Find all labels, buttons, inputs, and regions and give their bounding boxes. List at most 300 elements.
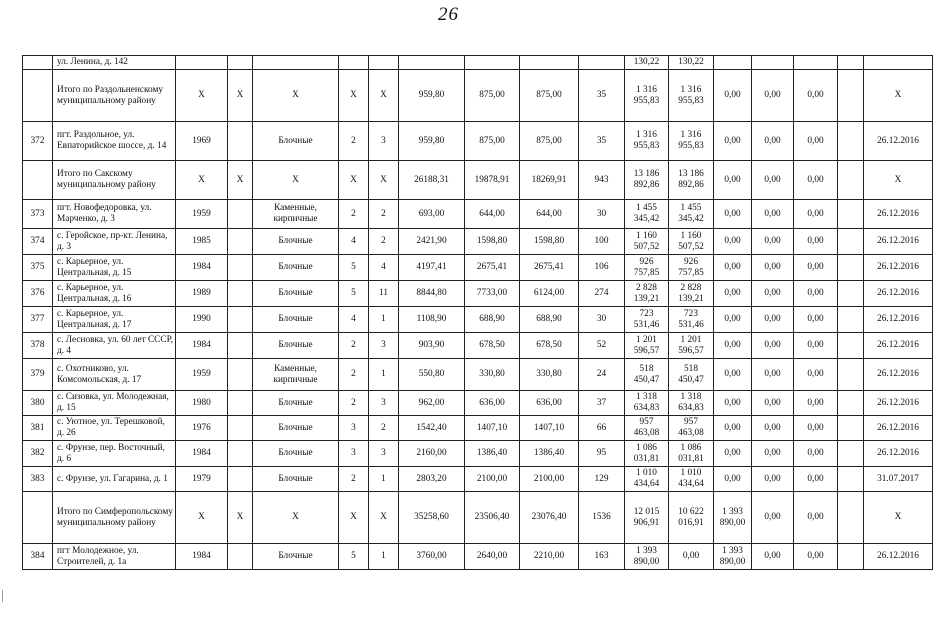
cell-entrances: 1: [369, 544, 399, 570]
cell-area-premises: 636,00: [465, 391, 520, 416]
cell-year: 1984: [176, 441, 228, 467]
cell-entrances: Х: [369, 70, 399, 122]
cell-cost-total: 1 318 634,83: [625, 391, 669, 416]
cell-date: 26.12.2016: [864, 255, 933, 281]
cell-extra: [228, 200, 253, 229]
cell-funds-4: [838, 307, 864, 333]
cell-total-area: 2803,20: [399, 467, 465, 492]
cell-date: 26.12.2016: [864, 441, 933, 467]
cell-floors: Х: [339, 492, 369, 544]
cell-funds-2: 0,00: [752, 122, 794, 161]
cell-floors: [339, 56, 369, 70]
cell-cost-total: 957 463,08: [625, 416, 669, 441]
cell-area-residential: [520, 56, 579, 70]
cell-entrances: 2: [369, 200, 399, 229]
cell-area-premises: 19878,91: [465, 161, 520, 200]
cell-funds-4: [838, 56, 864, 70]
cell-funds-4: [838, 281, 864, 307]
cell-funds-1: 0,00: [714, 229, 752, 255]
cell-area-residential: 1386,40: [520, 441, 579, 467]
cell-residents: 129: [579, 467, 625, 492]
cell-floors: Х: [339, 70, 369, 122]
cell-cost-fund: 957 463,08: [669, 416, 714, 441]
cell-cost-total: 1 010 434,64: [625, 467, 669, 492]
cell-year: Х: [176, 492, 228, 544]
cell-address: пгт. Раздольное, ул. Евпаторийское шоссе, д. 14: [53, 122, 176, 161]
cell-funds-1: 0,00: [714, 122, 752, 161]
cell-funds-1: 0,00: [714, 255, 752, 281]
cell-residents: 100: [579, 229, 625, 255]
cell-residents: [579, 56, 625, 70]
cell-area-residential: 875,00: [520, 122, 579, 161]
cell-address: Итого по Сакскому муниципальному району: [53, 161, 176, 200]
cell-number: 376: [23, 281, 53, 307]
cell-year: Х: [176, 161, 228, 200]
cell-area-premises: 875,00: [465, 122, 520, 161]
cell-residents: 35: [579, 122, 625, 161]
cell-year: 1990: [176, 307, 228, 333]
cell-cost-fund: 1 086 031,81: [669, 441, 714, 467]
cell-wall-type: Блочные: [253, 544, 339, 570]
table-row: [23, 255, 933, 281]
cell-funds-2: 0,00: [752, 544, 794, 570]
cell-area-residential: 644,00: [520, 200, 579, 229]
cell-floors: 3: [339, 441, 369, 467]
cell-funds-3: 0,00: [794, 416, 838, 441]
cell-funds-4: [838, 391, 864, 416]
repair-register-table: [22, 55, 933, 570]
cell-date: 31.07.2017: [864, 467, 933, 492]
cell-area-residential: 2675,41: [520, 255, 579, 281]
cell-date: 26.12.2016: [864, 281, 933, 307]
cell-wall-type: Х: [253, 492, 339, 544]
cell-funds-3: 0,00: [794, 467, 838, 492]
table-row-subtotal: [23, 492, 933, 544]
cell-cost-fund: 926 757,85: [669, 255, 714, 281]
cell-extra: Х: [228, 70, 253, 122]
cell-extra: [228, 281, 253, 307]
cell-floors: 5: [339, 544, 369, 570]
table-row-subtotal: [23, 56, 933, 70]
cell-funds-1: 0,00: [714, 359, 752, 391]
cell-funds-1: 1 393 890,00: [714, 544, 752, 570]
cell-cost-fund: 1 010 434,64: [669, 467, 714, 492]
cell-year: 1976: [176, 416, 228, 441]
cell-extra: [228, 416, 253, 441]
cell-cost-fund: 1 455 345,42: [669, 200, 714, 229]
cell-funds-2: 0,00: [752, 416, 794, 441]
cell-floors: 2: [339, 391, 369, 416]
cell-extra: [228, 255, 253, 281]
cell-floors: 2: [339, 122, 369, 161]
table-row: [23, 441, 933, 467]
cell-total-area: 3760,00: [399, 544, 465, 570]
table-row: [23, 200, 933, 229]
cell-wall-type: [253, 56, 339, 70]
cell-number: 381: [23, 416, 53, 441]
cell-funds-4: [838, 229, 864, 255]
cell-residents: 95: [579, 441, 625, 467]
cell-extra: [228, 229, 253, 255]
cell-area-residential: 2210,00: [520, 544, 579, 570]
cell-total-area: 550,80: [399, 359, 465, 391]
cell-total-area: 2421,90: [399, 229, 465, 255]
table-row: [23, 544, 933, 570]
cell-cost-fund: 1 318 634,83: [669, 391, 714, 416]
cell-date: Х: [864, 492, 933, 544]
cell-total-area: [399, 56, 465, 70]
cell-funds-2: 0,00: [752, 281, 794, 307]
cell-wall-type: Блочные: [253, 229, 339, 255]
table-row: [23, 307, 933, 333]
cell-area-premises: 2675,41: [465, 255, 520, 281]
cell-entrances: 1: [369, 307, 399, 333]
cell-date: 26.12.2016: [864, 544, 933, 570]
cell-total-area: 903,90: [399, 333, 465, 359]
cell-number: 375: [23, 255, 53, 281]
cell-extra: [228, 359, 253, 391]
cell-cost-total: 1 316 955,83: [625, 122, 669, 161]
cell-funds-1: 1 393 890,00: [714, 492, 752, 544]
cell-wall-type: Каменные, кирпичные: [253, 200, 339, 229]
cell-area-premises: [465, 56, 520, 70]
cell-year: 1959: [176, 359, 228, 391]
cell-residents: 943: [579, 161, 625, 200]
cell-funds-3: 0,00: [794, 161, 838, 200]
cell-funds-2: 0,00: [752, 200, 794, 229]
cell-wall-type: Х: [253, 70, 339, 122]
cell-address: Итого по Раздольненскому муниципальному району: [53, 70, 176, 122]
cell-date: 26.12.2016: [864, 359, 933, 391]
cell-funds-3: 0,00: [794, 307, 838, 333]
table-row: [23, 391, 933, 416]
cell-floors: 4: [339, 307, 369, 333]
cell-number: 380: [23, 391, 53, 416]
cell-funds-1: [714, 56, 752, 70]
cell-floors: 3: [339, 416, 369, 441]
cell-address: с. Сизовка, ул. Молодежная, д. 15: [53, 391, 176, 416]
cell-total-area: 35258,60: [399, 492, 465, 544]
cell-year: 1989: [176, 281, 228, 307]
cell-extra: [228, 391, 253, 416]
cell-total-area: 959,80: [399, 122, 465, 161]
cell-residents: 106: [579, 255, 625, 281]
cell-funds-1: 0,00: [714, 441, 752, 467]
cell-entrances: Х: [369, 492, 399, 544]
cell-number: 379: [23, 359, 53, 391]
cell-cost-total: 13 186 892,86: [625, 161, 669, 200]
cell-area-residential: 875,00: [520, 70, 579, 122]
cell-funds-4: [838, 333, 864, 359]
cell-total-area: 962,00: [399, 391, 465, 416]
cell-total-area: 26188,31: [399, 161, 465, 200]
cell-area-premises: 2640,00: [465, 544, 520, 570]
cell-date: 26.12.2016: [864, 229, 933, 255]
cell-funds-4: [838, 467, 864, 492]
cell-residents: 30: [579, 200, 625, 229]
cell-cost-total: 926 757,85: [625, 255, 669, 281]
cell-wall-type: Блочные: [253, 255, 339, 281]
cell-wall-type: Блочные: [253, 467, 339, 492]
cell-address: с. Карьерное, ул. Центральная, д. 16: [53, 281, 176, 307]
cell-total-area: 4197,41: [399, 255, 465, 281]
cell-cost-total: 1 455 345,42: [625, 200, 669, 229]
cell-date: 26.12.2016: [864, 416, 933, 441]
cell-area-premises: 7733,00: [465, 281, 520, 307]
cell-funds-2: 0,00: [752, 391, 794, 416]
cell-wall-type: Каменные, кирпичные: [253, 359, 339, 391]
cell-total-area: 1542,40: [399, 416, 465, 441]
cell-cost-total: 1 160 507,52: [625, 229, 669, 255]
cell-area-premises: 644,00: [465, 200, 520, 229]
cell-cost-fund: 0,00: [669, 544, 714, 570]
cell-address: пгт. Новофедоровка, ул. Марченко, д. 3: [53, 200, 176, 229]
cell-address: ул. Ленина, д. 142: [53, 56, 176, 70]
cell-area-residential: 23076,40: [520, 492, 579, 544]
cell-residents: 37: [579, 391, 625, 416]
cell-date: 26.12.2016: [864, 122, 933, 161]
cell-number: 383: [23, 467, 53, 492]
cell-floors: Х: [339, 161, 369, 200]
cell-funds-2: 0,00: [752, 307, 794, 333]
cell-cost-fund: 130,22: [669, 56, 714, 70]
cell-cost-fund: 13 186 892,86: [669, 161, 714, 200]
cell-extra: [228, 333, 253, 359]
cell-funds-3: 0,00: [794, 281, 838, 307]
cell-wall-type: Блочные: [253, 333, 339, 359]
cell-funds-1: 0,00: [714, 161, 752, 200]
cell-entrances: 4: [369, 255, 399, 281]
cell-number: [23, 70, 53, 122]
cell-residents: 1536: [579, 492, 625, 544]
table-row-subtotal: [23, 161, 933, 200]
cell-wall-type: Блочные: [253, 307, 339, 333]
cell-funds-3: 0,00: [794, 391, 838, 416]
cell-funds-3: 0,00: [794, 70, 838, 122]
cell-extra: [228, 56, 253, 70]
cell-year: 1985: [176, 229, 228, 255]
cell-cost-fund: 1 316 955,83: [669, 122, 714, 161]
cell-funds-4: [838, 441, 864, 467]
table-row: [23, 333, 933, 359]
cell-funds-2: 0,00: [752, 359, 794, 391]
cell-number: 372: [23, 122, 53, 161]
cell-cost-total: 1 316 955,83: [625, 70, 669, 122]
cell-area-premises: 678,50: [465, 333, 520, 359]
cell-funds-2: 0,00: [752, 467, 794, 492]
cell-year: 1969: [176, 122, 228, 161]
cell-area-residential: 1407,10: [520, 416, 579, 441]
cell-residents: 274: [579, 281, 625, 307]
cell-number: 377: [23, 307, 53, 333]
cell-address: с. Геройское, пр-кт. Ленина, д. 3: [53, 229, 176, 255]
cell-residents: 30: [579, 307, 625, 333]
cell-total-area: 959,80: [399, 70, 465, 122]
cell-area-premises: 688,90: [465, 307, 520, 333]
cell-wall-type: Блочные: [253, 416, 339, 441]
cell-cost-total: 12 015 906,91: [625, 492, 669, 544]
cell-cost-fund: 1 201 596,57: [669, 333, 714, 359]
cell-address: с. Уютное, ул. Терешковой, д. 26: [53, 416, 176, 441]
cell-funds-3: 0,00: [794, 229, 838, 255]
cell-funds-4: [838, 416, 864, 441]
cell-area-premises: 330,80: [465, 359, 520, 391]
cell-wall-type: Блочные: [253, 281, 339, 307]
cell-funds-3: 0,00: [794, 544, 838, 570]
cell-number: 374: [23, 229, 53, 255]
cell-funds-1: 0,00: [714, 333, 752, 359]
cell-address: Итого по Симферопольскому муниципальному району: [53, 492, 176, 544]
cell-year: [176, 56, 228, 70]
cell-date: 26.12.2016: [864, 307, 933, 333]
cell-area-premises: 1407,10: [465, 416, 520, 441]
cell-extra: Х: [228, 161, 253, 200]
cell-extra: [228, 441, 253, 467]
cell-area-residential: 330,80: [520, 359, 579, 391]
cell-wall-type: Блочные: [253, 391, 339, 416]
cell-funds-4: [838, 70, 864, 122]
cell-entrances: 1: [369, 359, 399, 391]
cell-funds-1: 0,00: [714, 391, 752, 416]
cell-area-residential: 18269,91: [520, 161, 579, 200]
cell-funds-2: [752, 56, 794, 70]
cell-year: 1959: [176, 200, 228, 229]
cell-date: Х: [864, 70, 933, 122]
cell-year: 1980: [176, 391, 228, 416]
cell-cost-fund: 2 828 139,21: [669, 281, 714, 307]
cell-cost-total: 1 201 596,57: [625, 333, 669, 359]
cell-address: с. Лесновка, ул. 60 лет СССР, д. 4: [53, 333, 176, 359]
cell-residents: 52: [579, 333, 625, 359]
cell-total-area: 693,00: [399, 200, 465, 229]
cell-funds-1: 0,00: [714, 467, 752, 492]
cell-cost-total: 130,22: [625, 56, 669, 70]
cell-address: с. Фрунзе, ул. Гагарина, д. 1: [53, 467, 176, 492]
cell-cost-total: 723 531,46: [625, 307, 669, 333]
cell-funds-4: [838, 359, 864, 391]
cell-area-residential: 688,90: [520, 307, 579, 333]
cell-funds-2: 0,00: [752, 333, 794, 359]
cell-year: 1979: [176, 467, 228, 492]
cell-entrances: 1: [369, 467, 399, 492]
cell-wall-type: Х: [253, 161, 339, 200]
cell-area-residential: 1598,80: [520, 229, 579, 255]
cell-floors: 2: [339, 359, 369, 391]
cell-floors: 5: [339, 281, 369, 307]
cell-extra: [228, 467, 253, 492]
cell-extra: [228, 307, 253, 333]
cell-funds-2: 0,00: [752, 161, 794, 200]
cell-cost-total: 1 393 890,00: [625, 544, 669, 570]
table-row: [23, 359, 933, 391]
cell-area-residential: 2100,00: [520, 467, 579, 492]
cell-residents: 35: [579, 70, 625, 122]
cell-number: 384: [23, 544, 53, 570]
cell-entrances: 3: [369, 391, 399, 416]
cell-funds-3: 0,00: [794, 200, 838, 229]
cell-funds-1: 0,00: [714, 281, 752, 307]
cell-number: [23, 492, 53, 544]
cell-funds-2: 0,00: [752, 229, 794, 255]
cell-area-premises: 1386,40: [465, 441, 520, 467]
cell-address: с. Охотниково, ул. Комсомольская, д. 17: [53, 359, 176, 391]
cell-area-premises: 2100,00: [465, 467, 520, 492]
cell-total-area: 1108,90: [399, 307, 465, 333]
cell-funds-3: 0,00: [794, 441, 838, 467]
cell-cost-total: 2 828 139,21: [625, 281, 669, 307]
cell-entrances: 3: [369, 122, 399, 161]
cell-wall-type: Блочные: [253, 441, 339, 467]
cell-funds-4: [838, 544, 864, 570]
cell-area-premises: 23506,40: [465, 492, 520, 544]
cell-number: 373: [23, 200, 53, 229]
cell-wall-type: Блочные: [253, 122, 339, 161]
cell-extra: [228, 122, 253, 161]
cell-funds-1: 0,00: [714, 200, 752, 229]
cell-floors: 5: [339, 255, 369, 281]
cell-cost-fund: 1 160 507,52: [669, 229, 714, 255]
scan-margin-mark: [2, 590, 17, 602]
cell-funds-3: 0,00: [794, 122, 838, 161]
cell-entrances: 3: [369, 333, 399, 359]
cell-date: [864, 56, 933, 70]
table-row: [23, 467, 933, 492]
cell-address: с. Карьерное, ул. Центральная, д. 15: [53, 255, 176, 281]
cell-floors: 2: [339, 333, 369, 359]
cell-number: 378: [23, 333, 53, 359]
cell-funds-3: [794, 56, 838, 70]
cell-date: 26.12.2016: [864, 391, 933, 416]
cell-funds-2: 0,00: [752, 441, 794, 467]
cell-funds-1: 0,00: [714, 70, 752, 122]
cell-funds-4: [838, 161, 864, 200]
cell-funds-3: 0,00: [794, 359, 838, 391]
cell-total-area: 2160,00: [399, 441, 465, 467]
cell-extra: [228, 544, 253, 570]
cell-number: [23, 56, 53, 70]
cell-residents: 163: [579, 544, 625, 570]
cell-area-residential: 6124,00: [520, 281, 579, 307]
cell-cost-total: 518 450,47: [625, 359, 669, 391]
cell-funds-4: [838, 200, 864, 229]
cell-entrances: [369, 56, 399, 70]
cell-year: 1984: [176, 255, 228, 281]
cell-funds-3: 0,00: [794, 333, 838, 359]
cell-area-residential: 636,00: [520, 391, 579, 416]
cell-floors: 2: [339, 200, 369, 229]
cell-funds-4: [838, 255, 864, 281]
cell-number: [23, 161, 53, 200]
cell-entrances: 11: [369, 281, 399, 307]
cell-entrances: 3: [369, 441, 399, 467]
cell-cost-fund: 1 316 955,83: [669, 70, 714, 122]
cell-residents: 24: [579, 359, 625, 391]
cell-funds-4: [838, 122, 864, 161]
table-row: [23, 122, 933, 161]
cell-address: с. Фрунзе, пер. Восточный, д. 6: [53, 441, 176, 467]
cell-year: 1984: [176, 333, 228, 359]
cell-address: с. Карьерное, ул. Центральная, д. 17: [53, 307, 176, 333]
cell-funds-3: 0,00: [794, 255, 838, 281]
cell-year: Х: [176, 70, 228, 122]
cell-funds-1: 0,00: [714, 416, 752, 441]
cell-residents: 66: [579, 416, 625, 441]
cell-area-residential: 678,50: [520, 333, 579, 359]
cell-cost-total: 1 086 031,81: [625, 441, 669, 467]
cell-floors: 2: [339, 467, 369, 492]
cell-cost-fund: 10 622 016,91: [669, 492, 714, 544]
cell-year: 1984: [176, 544, 228, 570]
